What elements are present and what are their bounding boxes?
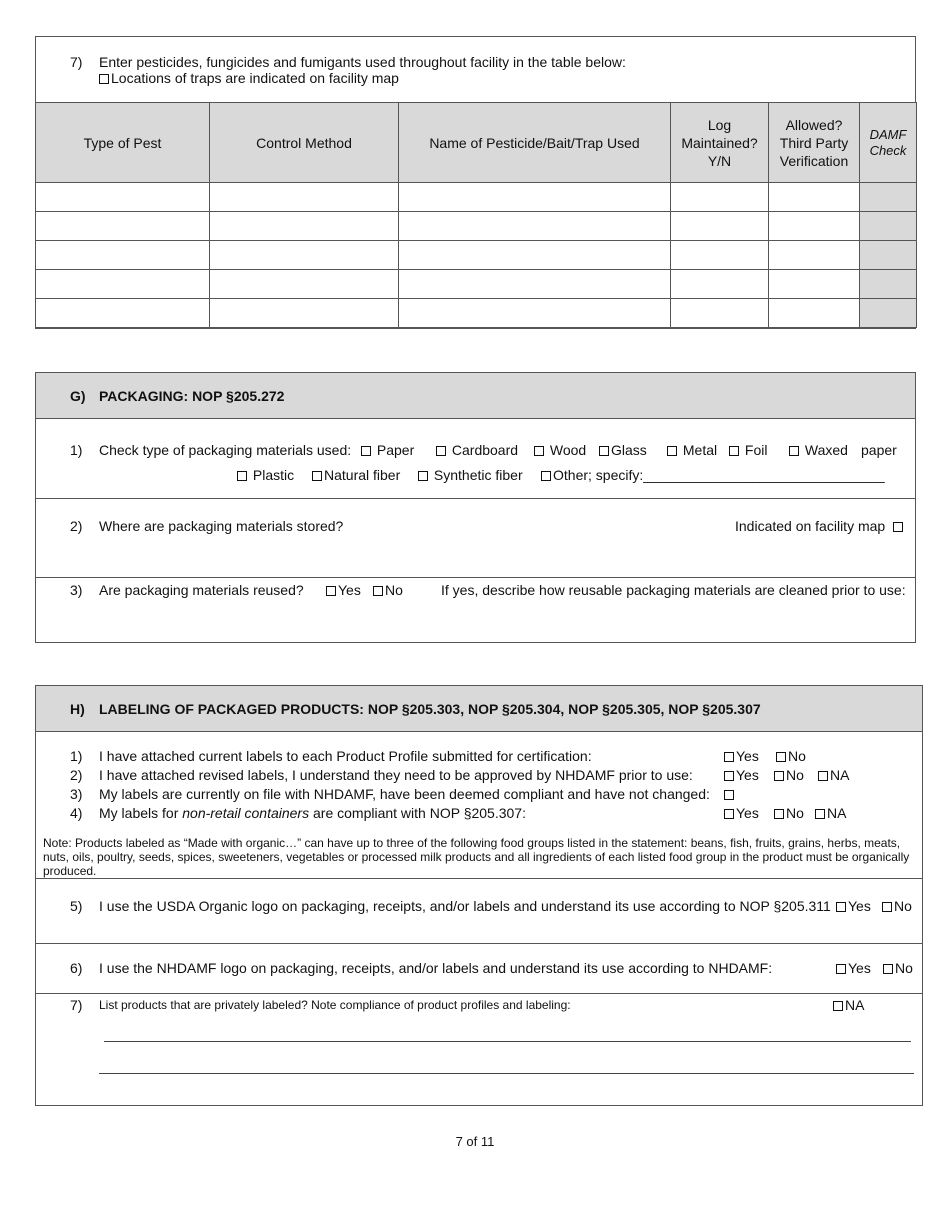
traps-map-checkbox[interactable]: [99, 74, 109, 84]
header-damf-check: DAMF Check: [860, 103, 917, 183]
h-q3-text: My labels are currently on file with NHDAMF, have been deemed compliant and have not changed:: [99, 786, 710, 802]
h-q1-no[interactable]: No: [776, 748, 806, 764]
natural-fiber-checkbox[interactable]: [312, 471, 322, 481]
table-row: [36, 299, 917, 328]
plastic-checkbox[interactable]: [237, 471, 247, 481]
private-label-line-2[interactable]: [99, 1073, 914, 1074]
h-q1-yes[interactable]: Yes: [724, 748, 759, 764]
wood-checkbox[interactable]: [534, 446, 544, 456]
page-number: 7 of 11: [455, 1134, 495, 1149]
q7-number: 7): [70, 54, 83, 70]
material-plastic[interactable]: Plastic: [237, 467, 294, 483]
h-q3-check[interactable]: [724, 786, 736, 802]
header-allowed: Allowed? Third Party Verification: [769, 103, 860, 183]
reused-yes[interactable]: Yes: [326, 582, 361, 598]
other-checkbox[interactable]: [541, 471, 551, 481]
header-pesticide-name: Name of Pesticide/Bait/Trap Used: [399, 103, 671, 183]
h-q2-yes[interactable]: Yes: [724, 767, 759, 783]
reused-yes-checkbox[interactable]: [326, 586, 336, 596]
table-row: [36, 241, 917, 270]
g-q3-text: Are packaging materials reused?: [99, 582, 304, 598]
h-q2-text: I have attached revised labels, I understand they need to be approved by NHDAMF prior to use:: [99, 767, 693, 783]
g-q2-text: Where are packaging materials stored?: [99, 518, 344, 534]
g-q3-number: 3): [70, 582, 83, 598]
g-q1-text: Check type of packaging materials used:: [99, 442, 352, 458]
h-q4-na[interactable]: NA: [815, 805, 846, 821]
metal-checkbox[interactable]: [667, 446, 677, 456]
h-q4-number: 4): [70, 805, 83, 821]
g-q2-number: 2): [70, 518, 83, 534]
material-paper[interactable]: Paper: [361, 442, 414, 458]
material-cardboard[interactable]: Cardboard: [436, 442, 518, 458]
h-q2-na[interactable]: NA: [818, 767, 849, 783]
h-q2-no-checkbox[interactable]: [774, 771, 784, 781]
h-q6-no-checkbox[interactable]: [883, 964, 893, 974]
material-other[interactable]: Other; specify:_______________________________: [541, 467, 885, 483]
material-waxed[interactable]: Waxed: [789, 442, 848, 458]
h-q6-number: 6): [70, 960, 83, 976]
material-synthetic-fiber[interactable]: Synthetic fiber: [418, 467, 523, 483]
h-q2-yes-checkbox[interactable]: [724, 771, 734, 781]
h-q4-yes-checkbox[interactable]: [724, 809, 734, 819]
h-q4-no-checkbox[interactable]: [774, 809, 784, 819]
facility-map-checkbox[interactable]: [893, 522, 903, 532]
facility-map-option[interactable]: Indicated on facility map: [735, 518, 905, 534]
traps-map-label: Locations of traps are indicated on facility map: [111, 70, 399, 86]
table-row: [36, 270, 917, 299]
table-row: [36, 183, 917, 212]
paper-checkbox[interactable]: [361, 446, 371, 456]
reused-no[interactable]: No: [373, 582, 403, 598]
h-q3-checkbox[interactable]: [724, 790, 734, 800]
material-waxed-paper-label: paper: [861, 442, 897, 458]
foil-checkbox[interactable]: [729, 446, 739, 456]
material-wood[interactable]: Wood: [534, 442, 586, 458]
h-q6-no[interactable]: No: [883, 960, 913, 976]
labeling-letter: H): [70, 701, 85, 717]
pesticide-table: [35, 102, 917, 328]
h-q5-yes-checkbox[interactable]: [836, 902, 846, 912]
synthetic-fiber-checkbox[interactable]: [418, 471, 428, 481]
h-q5-yes[interactable]: Yes: [836, 898, 871, 914]
made-with-organic-note: Note: Products labeled as “Made with organic…” can have up to three of the following food groups listed in the statement: beans, fish, fruits, grains, herbs, meats, nuts, oils, poultry, seeds, spices, sweeteners, vegetables or processed milk products and all ingredients of each listed food group in the product must be organically produced.: [43, 836, 910, 878]
labeling-title: LABELING OF PACKAGED PRODUCTS: NOP §205.303, NOP §205.304, NOP §205.305, NOP §205.307: [99, 701, 761, 717]
h-q4-yes[interactable]: Yes: [724, 805, 759, 821]
h-q2-na-checkbox[interactable]: [818, 771, 828, 781]
h-q7-text: List products that are privately labeled? Note compliance of product profiles and labeling:: [99, 998, 571, 1012]
h-q4-no[interactable]: No: [774, 805, 804, 821]
h-q7-na-checkbox[interactable]: [833, 1001, 843, 1011]
waxed-checkbox[interactable]: [789, 446, 799, 456]
material-glass[interactable]: Glass: [599, 442, 647, 458]
h-q4-text: My labels for non-retail containers are compliant with NOP §205.307:: [99, 805, 526, 821]
h-q4-na-checkbox[interactable]: [815, 809, 825, 819]
g-q3-right: If yes, describe how reusable packaging materials are cleaned prior to use:: [441, 582, 906, 598]
h-q7-number: 7): [70, 997, 83, 1013]
h-q5-text: I use the USDA Organic logo on packaging, receipts, and/or labels and understand its use according to NOP §205.311: [99, 898, 831, 914]
h-q2-number: 2): [70, 767, 83, 783]
g-q1-number: 1): [70, 442, 83, 458]
glass-checkbox[interactable]: [599, 446, 609, 456]
header-control-method: Control Method: [210, 103, 399, 183]
h-q1-number: 1): [70, 748, 83, 764]
h-q5-number: 5): [70, 898, 83, 914]
material-foil[interactable]: Foil: [729, 442, 767, 458]
h-q6-yes[interactable]: Yes: [836, 960, 871, 976]
q7-sub: [99, 70, 399, 86]
material-natural-fiber[interactable]: Natural fiber: [312, 467, 400, 483]
h-q5-no[interactable]: No: [882, 898, 912, 914]
private-label-line-1[interactable]: [104, 1041, 911, 1042]
packaging-letter: G): [70, 388, 86, 404]
h-q6-text: I use the NHDAMF logo on packaging, receipts, and/or labels and understand its use according to NHDAMF:: [99, 960, 773, 976]
cardboard-checkbox[interactable]: [436, 446, 446, 456]
h-q5-no-checkbox[interactable]: [882, 902, 892, 912]
header-type-of-pest: Type of Pest: [36, 103, 210, 183]
material-metal[interactable]: Metal: [667, 442, 717, 458]
q7-text: Enter pesticides, fungicides and fumigants used throughout facility in the table below:: [99, 54, 626, 70]
table-row: [36, 212, 917, 241]
h-q1-text: I have attached current labels to each Product Profile submitted for certification:: [99, 748, 592, 764]
h-q6-yes-checkbox[interactable]: [836, 964, 846, 974]
h-q1-no-checkbox[interactable]: [776, 752, 786, 762]
packaging-title: PACKAGING: NOP §205.272: [99, 388, 285, 404]
h-q7-na[interactable]: NA: [833, 997, 864, 1013]
h-q3-number: 3): [70, 786, 83, 802]
h-q2-no[interactable]: No: [774, 767, 804, 783]
reused-no-checkbox[interactable]: [373, 586, 383, 596]
header-log-maintained: Log Maintained? Y/N: [671, 103, 769, 183]
h-q1-yes-checkbox[interactable]: [724, 752, 734, 762]
